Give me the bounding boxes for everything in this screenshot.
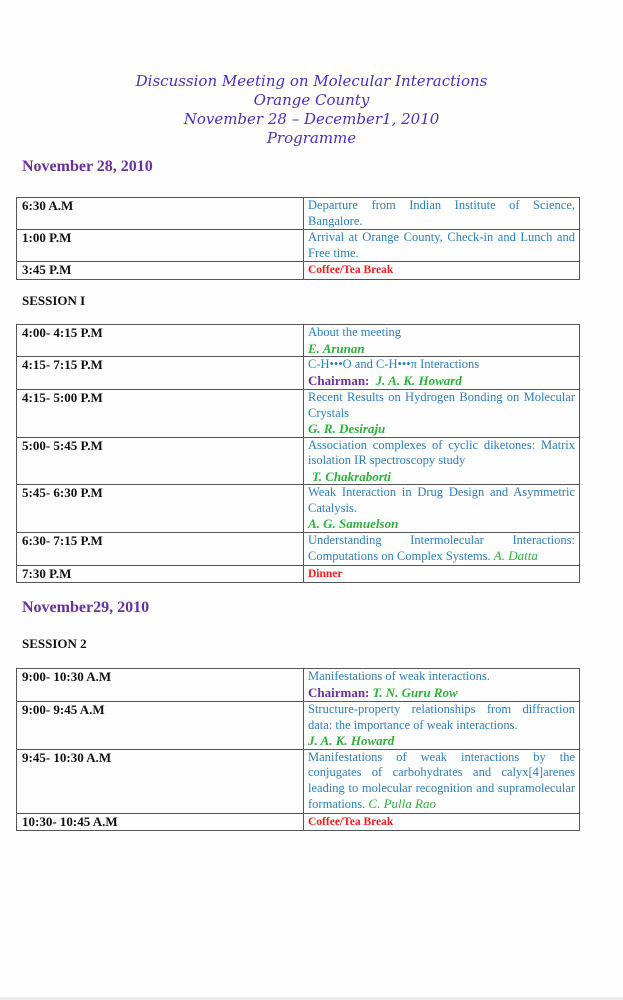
session-heading: SESSION 2 [22,636,87,651]
talk-title: Manifestations of weak interactions by the conjugates of carbohydrates and calyx[4]arenes leading to molecular recognition and supramolecular formations. [308,749,575,811]
speaker-name: J. A. K. Howard [308,733,395,748]
time-cell: 5:45- 6:30 P.M [17,485,304,533]
time-cell: 9:45- 10:30 A.M [17,749,304,813]
chairman-label: Chairman: [308,372,370,388]
speaker-name: T. Chakraborti [312,468,391,484]
table-row [17,437,580,485]
meeting-title: Discussion Meeting on Molecular Interactions [135,72,488,90]
arrival-schedule-table [16,197,580,280]
talk-cell [304,390,580,438]
speaker-name: A. G. Samuelson [308,516,399,531]
time-cell: 9:00- 10:30 A.M [17,669,304,702]
talk-title: C-H•••O and C-H•••π Interactions [308,357,480,371]
time-cell: 3:45 P.M [17,262,304,280]
talk-cell [304,437,580,485]
talk-title: Recent Results on Hydrogen Bonding on Molecular Crystals [308,390,575,420]
time-cell: 7:30 P.M [17,565,304,583]
time-cell: 5:00- 5:45 P.M [17,437,304,485]
table-row [17,532,580,565]
talk-title: Manifestations of weak interactions. [308,669,490,683]
table-row [17,702,580,750]
talk-cell [304,749,580,813]
dinner-label: Dinner [308,567,343,580]
speaker-name: E. Arunan [308,340,365,356]
event-cell: Arrival at Orange County, Check-in and Lunch and Free time. [304,230,580,262]
talk-title: Weak Interaction in Drug Design and Asymmetric Catalysis. [308,485,575,515]
day-heading: November 28, 2010 [22,158,153,175]
speaker-name: A. Datta [493,548,538,563]
talk-title: Understanding Intermolecular Interactions: Computations on Complex Systems. [308,532,575,563]
chairman-label: Chairman: [308,684,370,700]
talk-cell [304,669,580,702]
time-cell: 1:00 P.M [17,230,304,262]
break-label: Coffee/Tea Break [308,264,394,276]
session-1-table [16,324,580,583]
table-row [17,749,580,813]
table-row [17,230,580,262]
talk-cell [304,702,580,750]
talk-title: Association complexes of cyclic diketones: Matrix isolation IR spectroscopy study [308,437,575,467]
table-row [17,198,580,230]
time-cell: 4:00- 4:15 P.M [17,325,304,357]
time-cell: 6:30- 7:15 P.M [17,532,304,565]
event-cell: Departure from Indian Institute of Science, Bangalore. [304,198,580,230]
table-row [17,485,580,533]
talk-title: About the meeting [308,325,402,339]
talk-cell [304,357,580,390]
programme-header [0,72,623,148]
time-cell: 6:30 A.M [17,198,304,230]
table-row [17,262,580,280]
time-cell: 9:00- 9:45 A.M [17,702,304,750]
programme-label: Programme [266,129,357,147]
time-cell: 4:15- 5:00 P.M [17,390,304,438]
talk-cell [304,485,580,533]
table-row [17,357,580,390]
table-row [17,669,580,702]
session-2-table [16,668,580,831]
day-heading: November29, 2010 [22,599,150,616]
table-row [17,565,580,583]
talk-cell [304,325,580,357]
break-label: Coffee/Tea Break [308,815,394,828]
talk-cell [304,532,580,565]
table-row [17,325,580,357]
session-heading: SESSION I [22,293,86,308]
meeting-venue: Orange County [253,91,370,109]
chairman-name: T. N. Guru Row [372,684,458,700]
chairman-name: J. A. K. Howard [375,372,462,388]
meeting-dates: November 28 – December1, 2010 [183,110,440,128]
time-cell: 10:30- 10:45 A.M [17,813,304,831]
speaker-name: C. Pulla Rao [368,796,436,811]
time-cell: 4:15- 7:15 P.M [17,357,304,390]
speaker-name: G. R. Desiraju [308,421,386,436]
table-row [17,813,580,831]
talk-title: Structure-property relationships from diffraction data: the importance of weak interactions. [308,702,575,732]
table-row [17,390,580,438]
